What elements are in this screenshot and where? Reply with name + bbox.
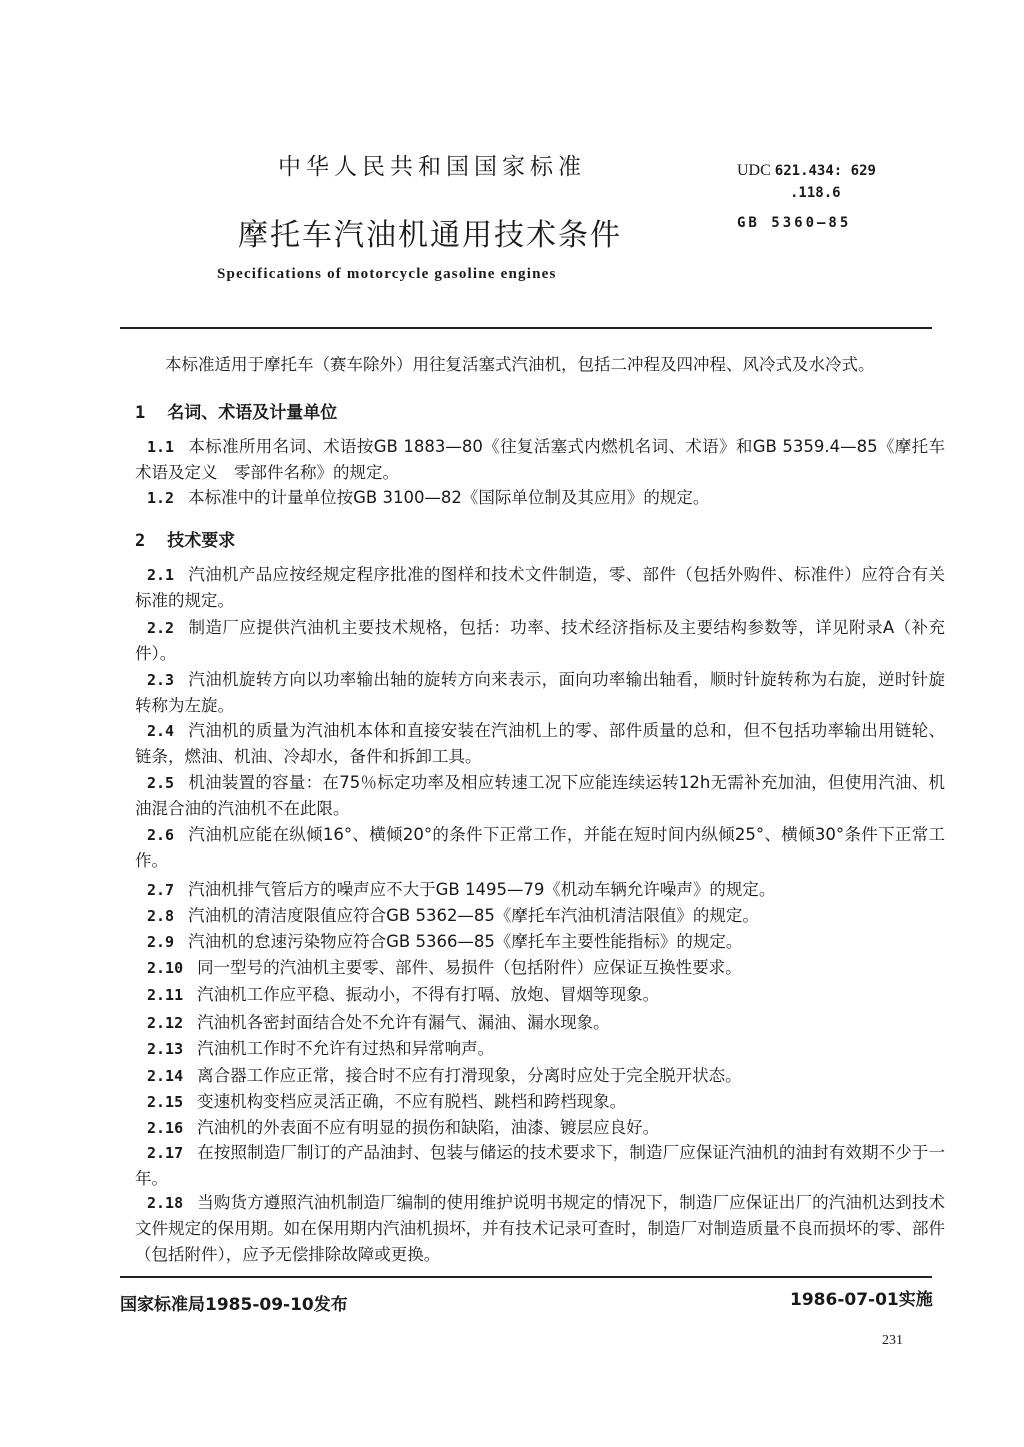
clause	[135, 1010, 945, 1036]
clause	[135, 903, 945, 929]
clause-number: 1.2	[147, 489, 175, 507]
clause	[135, 562, 945, 614]
clause-text: 当购货方遵照汽油机制造厂编制的使用维护说明书规定的情况下，制造厂应保证出厂的汽油机达到技术文件规定的保用期。如在保用期内汽油机损坏，并有技术记录可查时，制造厂对制造质量不良而损坏的零、部件（包括附件），应予无偿排除故障或更换。	[135, 1193, 945, 1264]
footer-divider	[120, 1276, 932, 1278]
section-title: 技术要求	[167, 531, 236, 551]
clause-text: 同一型号的汽油机主要零、部件、易损件（包括附件）应保证互换性要求。	[197, 958, 742, 977]
clause-number: 2.12	[147, 1014, 184, 1032]
udc-code-1: 621.434: 629	[774, 163, 876, 179]
clause-text: 汽油机的怠速污染物应符合GB 5366—85《摩托车主要性能指标》的规定。	[188, 932, 743, 951]
document-title-english: Specifications of motorcycle gasoline engines	[217, 266, 557, 282]
clause-text: 离合器工作应正常，接合时不应有打滑现象，分离时应处于完全脱开状态。	[197, 1066, 742, 1085]
clause-text: 本标准中的计量单位按GB 3100—82《国际单位制及其应用》的规定。	[188, 488, 710, 507]
udc-code-2: .118.6	[790, 185, 841, 201]
clause	[135, 982, 945, 1008]
clause-text: 汽油机排气管后方的噪声应不大于GB 1495—79《机动车辆允许噪声》的规定。	[188, 880, 776, 899]
clause-text: 在按照制造厂制订的产品油封、包装与储运的技术要求下，制造厂应保证汽油机的油封有效期不少于一年。	[135, 1143, 945, 1188]
clause-number: 2.18	[147, 1194, 184, 1212]
clause-text: 汽油机旋转方向以功率输出轴的旋转方向来表示，面向功率输出轴看，顺时针旋转称为右旋，逆时针旋转称为左旋。	[135, 670, 945, 715]
clause-number: 2.17	[147, 1144, 184, 1162]
clause-text: 变速机构变档应灵活正确，不应有脱档、跳档和跨档现象。	[197, 1092, 627, 1111]
clause	[135, 955, 945, 981]
section-title: 名词、术语及计量单位	[167, 403, 338, 423]
udc-line	[737, 162, 876, 180]
clause-text: 汽油机各密封面结合处不允许有漏气、漏油、漏水现象。	[197, 1013, 610, 1032]
clause	[135, 1063, 945, 1089]
clause	[135, 434, 945, 486]
clause-number: 1.1	[147, 438, 175, 456]
clause-number: 2.2	[147, 619, 175, 637]
clause-number: 2.11	[147, 986, 184, 1004]
clause-number: 2.14	[147, 1067, 184, 1085]
issue-date: 国家标准局1985-09-10发布	[120, 1295, 348, 1315]
section-number: 2	[135, 531, 146, 551]
clause	[135, 1190, 945, 1268]
clause-text: 汽油机的质量为汽油机本体和直接安装在汽油机上的零、部件质量的总和，但不包括功率输出用链轮、链条，燃油、机油、冷却水，备件和拆卸工具。	[135, 721, 945, 766]
clause-number: 2.8	[147, 907, 175, 925]
header-divider	[120, 327, 932, 329]
clause-text: 机油装置的容量：在75％标定功率及相应转速工况下应能连续运转12h无需补充加油，但使用汽油、机油混合油的汽油机不在此限。	[135, 773, 945, 818]
section-heading	[135, 398, 337, 423]
clause-number: 2.6	[147, 826, 175, 844]
clause	[135, 667, 945, 719]
clause-text: 汽油机的清洁度限值应符合GB 5362—85《摩托车汽油机清洁限值》的规定。	[188, 906, 759, 925]
clause-number: 2.7	[147, 881, 175, 899]
clause	[135, 718, 945, 770]
intro-paragraph: 本标准适用于摩托车（赛车除外）用往复活塞式汽油机，包括二冲程及四冲程、风冷式及水冷式。	[165, 355, 875, 374]
clause-text: 汽油机应能在纵倾16°、横倾20°的条件下正常工作，并能在短时间内纵倾25°、横倾30°条件下正常工作。	[135, 825, 945, 870]
clause-number: 2.9	[147, 933, 175, 951]
clause-number: 2.16	[147, 1119, 184, 1137]
gb-number: GB 5360—85	[737, 215, 852, 231]
clause	[135, 485, 945, 511]
document-title: 摩托车汽油机通用技术条件	[238, 218, 622, 253]
clause-number: 2.1	[147, 566, 175, 584]
clause	[135, 929, 945, 955]
clause	[135, 877, 945, 903]
clause-number: 2.15	[147, 1093, 184, 1111]
clause-number: 2.5	[147, 774, 175, 792]
clause	[135, 1115, 945, 1141]
clause-text: 汽油机产品应按经规定程序批准的图样和技术文件制造，零、部件（包括外购件、标准件）应符合有关标准的规定。	[135, 565, 945, 610]
clause-text: 汽油机的外表面不应有明显的损伤和缺陷，油漆、镀层应良好。	[197, 1118, 660, 1137]
clause	[135, 770, 945, 822]
page-number: 231	[882, 1333, 903, 1348]
udc-label: UDC	[737, 162, 771, 179]
clause-text: 本标准所用名词、术语按GB 1883—80《往复活塞式内燃机名词、术语》和GB 5359.4—85《摩托车术语及定义 零部件名称》的规定。	[135, 437, 945, 482]
clause-number: 2.10	[147, 959, 184, 977]
clause	[135, 615, 945, 667]
clause-number: 2.3	[147, 671, 175, 689]
clause	[135, 1140, 945, 1192]
section-heading	[135, 526, 235, 551]
clause-text: 汽油机工作时不允许有过热和异常响声。	[197, 1039, 495, 1058]
effective-date: 1986-07-01实施	[790, 1290, 933, 1310]
section-number: 1	[135, 403, 146, 423]
clause-text: 制造厂应提供汽油机主要技术规格，包括：功率、技术经济指标及主要结构参数等，详见附录A（补充件）。	[135, 618, 945, 663]
standard-type: 中华人民共和国国家标准	[278, 154, 586, 180]
clause	[135, 1089, 945, 1115]
clause-text: 汽油机工作应平稳、振动小，不得有打嗝、放炮、冒烟等现象。	[197, 985, 660, 1004]
clause	[135, 822, 945, 874]
clause-number: 2.13	[147, 1040, 184, 1058]
clause-number: 2.4	[147, 722, 175, 740]
clause	[135, 1036, 945, 1062]
